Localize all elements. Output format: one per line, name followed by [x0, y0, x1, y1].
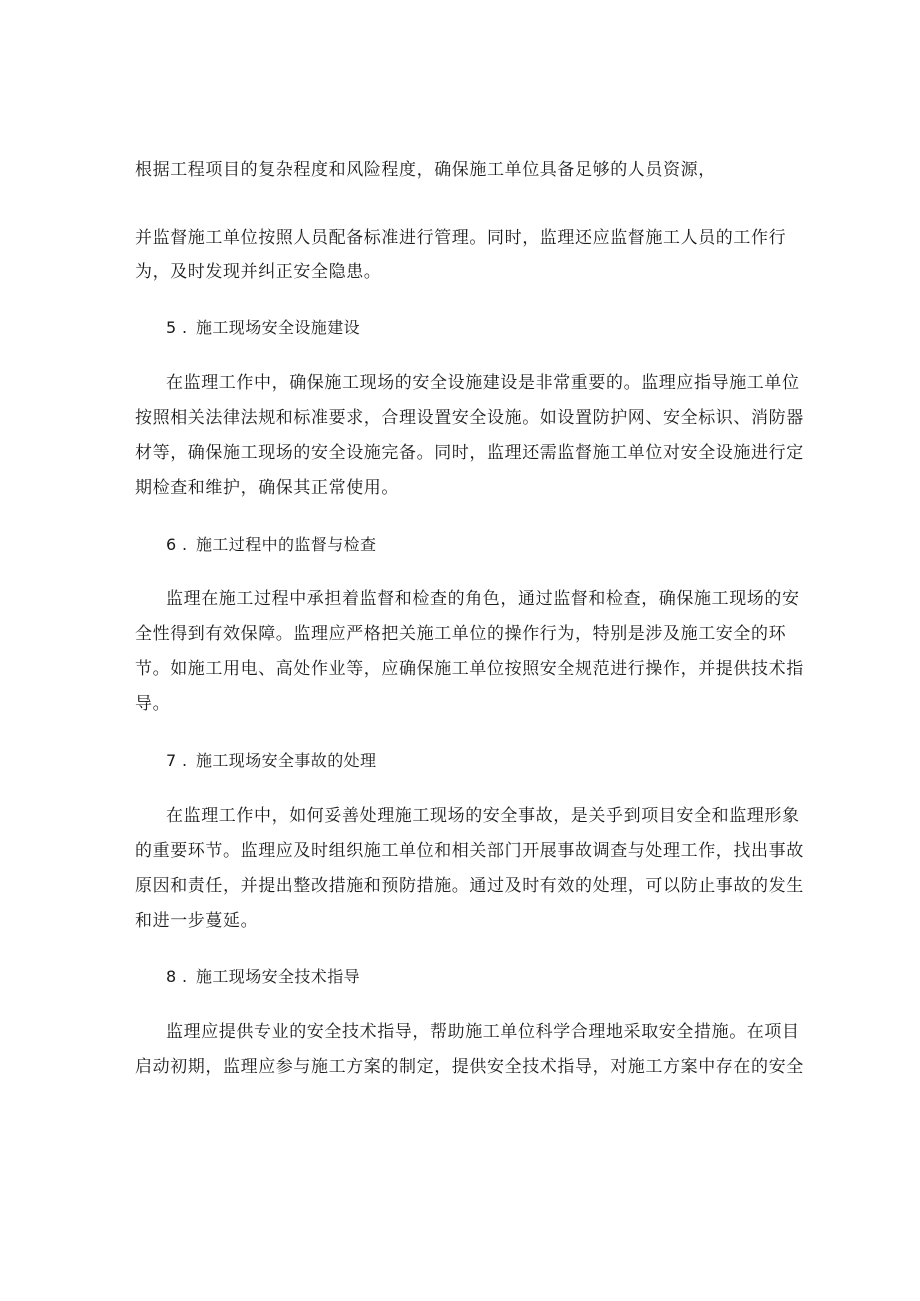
- paragraph-line: 启动初期，监理应参与施工方案的制定，提供安全技术指导，对施工方案中存在的安全: [135, 1057, 804, 1077]
- section-number: 7: [166, 751, 177, 770]
- paragraph-line: 在监理工作中，如何妥善处理施工现场的安全事故，是关乎到项目安全和监理形象: [166, 806, 800, 826]
- section-title: 施工过程中的监督与检查: [196, 535, 377, 554]
- section-separator: .: [182, 751, 188, 770]
- paragraph-line: 在监理工作中，确保施工现场的安全设施建设是非常重要的。监理应指导施工单位: [166, 373, 800, 393]
- section-title: 施工现场安全设施建设: [196, 318, 361, 337]
- paragraph-line: 并监督施工单位按照人员配备标准进行管理。同时，监理还应监督施工人员的工作行: [135, 228, 787, 248]
- section-number: 6: [166, 535, 177, 554]
- paragraph-line: 原因和责任，并提出整改措施和预防措施。通过及时有效的处理，可以防止事故的发生: [135, 876, 804, 896]
- paragraph-line: 期检查和维护，确保其正常使用。: [135, 478, 399, 498]
- section-heading: [166, 318, 360, 338]
- paragraph-line: 根据工程项目的复杂程度和风险程度，确保施工单位具备足够的人员资源，: [135, 160, 716, 180]
- section-separator: .: [182, 967, 188, 986]
- paragraph-line: 按照相关法律法规和标准要求，合理设置安全设施。如设置防护网、安全标识、消防器: [135, 408, 804, 428]
- paragraph-line: 和进一步蔓延。: [135, 911, 259, 931]
- paragraph-line: 材等，确保施工现场的安全设施完备。同时，监理还需监督施工单位对安全设施进行定: [135, 443, 804, 463]
- paragraph-line: 的重要环节。监理应及时组织施工单位和相关部门开展事故调查与处理工作，找出事故: [135, 841, 804, 861]
- section-separator: .: [182, 318, 188, 337]
- paragraph-line: 监理应提供专业的安全技术指导，帮助施工单位科学合理地采取安全措施。在项目: [166, 1022, 800, 1042]
- section-separator: .: [182, 535, 188, 554]
- paragraph-line: 节。如施工用电、高处作业等，应确保施工单位按照安全规范进行操作，并提供技术指: [135, 659, 804, 679]
- paragraph-line: 监理在施工过程中承担着监督和检查的角色，通过监督和检查，确保施工现场的安: [166, 589, 800, 609]
- section-heading: [166, 535, 376, 555]
- section-title: 施工现场安全技术指导: [196, 967, 361, 986]
- section-heading: [166, 751, 376, 771]
- section-heading: [166, 967, 360, 987]
- section-number: 5: [166, 318, 177, 337]
- paragraph-line: 为，及时发现并纠正安全隐患。: [135, 262, 382, 282]
- paragraph-line: 导。: [135, 694, 171, 714]
- paragraph-line: 全性得到有效保障。监理应严格把关施工单位的操作行为，特别是涉及施工安全的环: [135, 624, 787, 644]
- section-number: 8: [166, 967, 177, 986]
- section-title: 施工现场安全事故的处理: [196, 751, 377, 770]
